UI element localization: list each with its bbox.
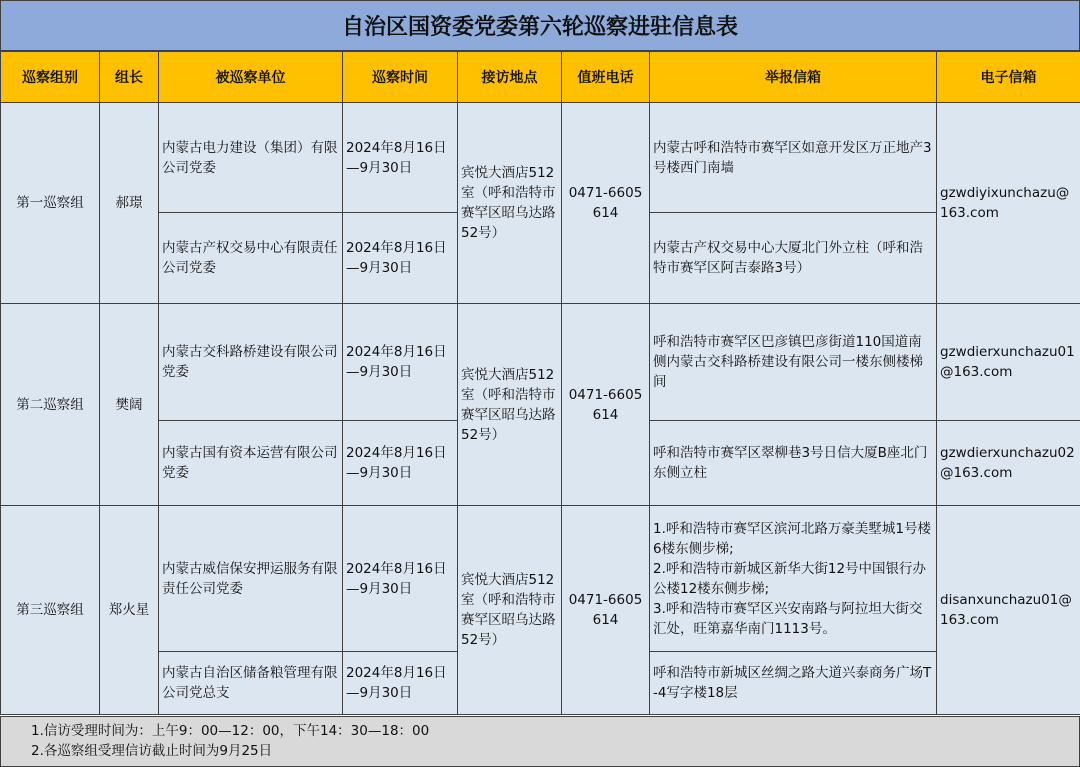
group-name: 第二巡察组 (1, 304, 100, 506)
report-mailbox: 呼和浩特市赛罕区巴彦镇巴彦街道110国道南侧内蒙古交科路桥建设有限公司一楼东侧楼梯间 (650, 304, 937, 421)
visit-location: 宾悦大酒店512室（呼和浩特市赛罕区昭乌达路52号） (458, 304, 562, 506)
unit-name: 内蒙古电力建设（集团）有限公司党委 (159, 103, 343, 213)
table-row (1, 506, 1080, 652)
group-leader: 郝璟 (100, 103, 159, 304)
inspection-time: 2024年8月16日—9月30日 (343, 506, 458, 652)
email-address: disanxunchazu01@163.com (937, 506, 1080, 715)
report-mailbox: 内蒙古呼和浩特市赛罕区如意开发区万正地产3号楼西门南墙 (650, 103, 937, 213)
inspection-time: 2024年8月16日—9月30日 (343, 213, 458, 304)
header-cell: 被巡察单位 (159, 52, 343, 103)
footnote-line: 1.信访受理时间为：上午9：00—12：00，下午14：30—18：00 (31, 723, 430, 739)
header-cell: 电子信箱 (937, 52, 1080, 103)
duty-phone: 0471-6605614 (562, 506, 650, 715)
header-cell: 值班电话 (562, 52, 650, 103)
unit-name: 内蒙古产权交易中心有限责任公司党委 (159, 213, 343, 304)
header-cell: 接访地点 (458, 52, 562, 103)
email-address: gzwdierxunchazu02@163.com (937, 421, 1080, 506)
inspection-table (0, 51, 1080, 715)
table-row (1, 304, 1080, 421)
header-cell: 巡察时间 (343, 52, 458, 103)
group-leader: 樊阔 (100, 304, 159, 506)
duty-phone: 0471-6605614 (562, 304, 650, 506)
unit-name: 内蒙古威信保安押运服务有限责任公司党委 (159, 506, 343, 652)
table-row (1, 103, 1080, 213)
unit-name: 内蒙古国有资本运营有限公司党委 (159, 421, 343, 506)
email-address: gzwdierxunchazu01@163.com (937, 304, 1080, 421)
header-cell: 巡察组别 (1, 52, 100, 103)
inspection-time: 2024年8月16日—9月30日 (343, 421, 458, 506)
inspection-time: 2024年8月16日—9月30日 (343, 652, 458, 715)
group-name: 第一巡察组 (1, 103, 100, 304)
report-mailbox: 内蒙古产权交易中心大厦北门外立柱（呼和浩特市赛罕区阿吉泰路3号） (650, 213, 937, 304)
footnote (0, 716, 1080, 767)
report-mailbox: 呼和浩特市新城区丝绸之路大道兴泰商务广场T-4写字楼18层 (650, 652, 937, 715)
group-leader: 郑火星 (100, 506, 159, 715)
visit-location: 宾悦大酒店512室（呼和浩特市赛罕区昭乌达路52号） (458, 506, 562, 715)
page-title: 自治区国资委党委第六轮巡察进驻信息表 (0, 0, 1080, 51)
visit-location: 宾悦大酒店512室（呼和浩特市赛罕区昭乌达路52号） (458, 103, 562, 304)
inspection-time: 2024年8月16日—9月30日 (343, 304, 458, 421)
unit-name: 内蒙古自治区储备粮管理有限公司党总支 (159, 652, 343, 715)
header-cell: 举报信箱 (650, 52, 937, 103)
group-name: 第三巡察组 (1, 506, 100, 715)
duty-phone: 0471-6605614 (562, 103, 650, 304)
footnote-line: 2.各巡察组受理信访截止时间为9月25日 (31, 743, 273, 759)
header-row (1, 52, 1080, 103)
inspection-time: 2024年8月16日—9月30日 (343, 103, 458, 213)
header-cell: 组长 (100, 52, 159, 103)
email-address: gzwdiyixunchazu@163.com (937, 103, 1080, 304)
report-mailbox: 呼和浩特市赛罕区翠柳巷3号日信大厦B座北门东侧立柱 (650, 421, 937, 506)
report-mailbox: 1.呼和浩特市赛罕区滨河北路万豪美墅城1号楼6楼东侧步梯; 2.呼和浩特市新城区新华大街12号中国银行办公楼12楼东侧步梯; 3.呼和浩特市赛罕区兴安南路与阿拉坦大街交汇处，旺第嘉华南门1113号。 (650, 506, 937, 652)
unit-name: 内蒙古交科路桥建设有限公司党委 (159, 304, 343, 421)
